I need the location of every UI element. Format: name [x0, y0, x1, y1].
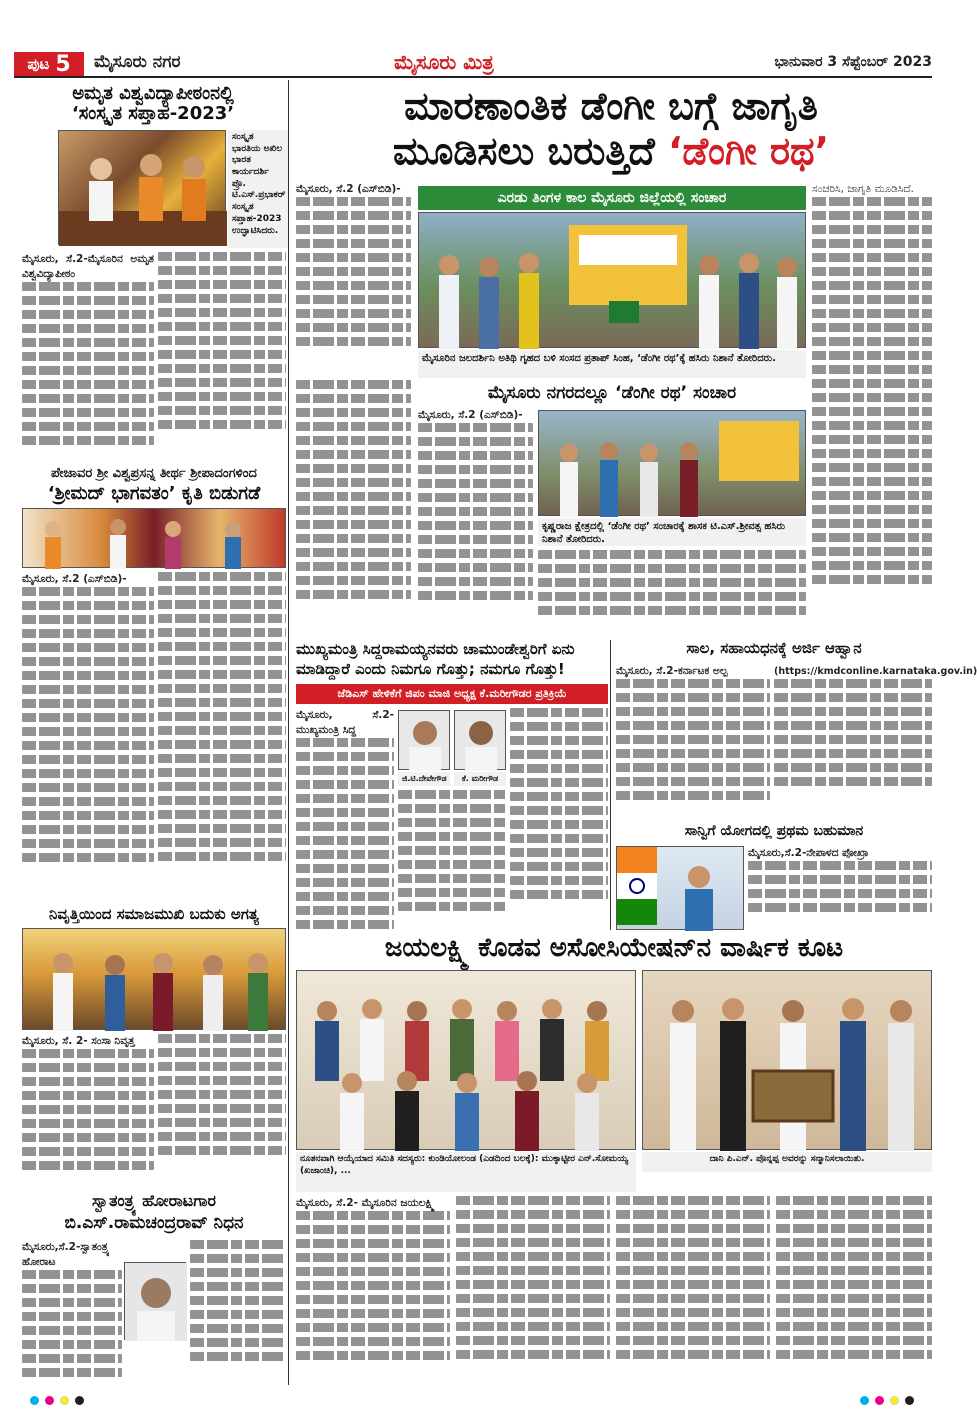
cm-photo-marigowda: [454, 710, 506, 770]
registration-dot: [75, 1396, 84, 1405]
yoga-photo: [616, 846, 744, 930]
lead-photo-caption: ಮೈಸೂರಿನ ಜಲದರ್ಶಿನಿ ಅತಿಥಿ ಗೃಹದ ಬಳಿ ಸಂಸದ ಪ್ರತಾಪ್ ಸಿಂಹ, ‘ಡೆಂಗೀ ರಥ’ಕ್ಕೆ ಹಸಿರು ನಿಶಾನೆ ತೋರಿದರು.: [418, 350, 806, 378]
masthead: [14, 48, 932, 78]
section-name: ಮೈಸೂರು ನಗರ: [94, 52, 181, 72]
registration-dot: [30, 1396, 39, 1405]
cm-body: [296, 708, 394, 930]
body-text-lines: [538, 550, 806, 615]
cm-headline-line1: ಮುಖ್ಯಮಂತ್ರಿ ಸಿದ್ದರಾಮಯ್ಯನವರು ಚಾಮುಂಡೇಶ್ವರಿಗೆ ಏನು: [296, 640, 575, 658]
body-text-lines: [296, 1211, 450, 1360]
cm-headline-line2: ಮಾಡಿದ್ದಾರೆ ಎಂದು ನಿಮಗೂ ಗೊತ್ತು; ನಮಗೂ ಗೊತ್ತು!: [296, 659, 565, 678]
body-text-lines: [22, 1270, 122, 1377]
social-headline: ನಿವೃತ್ತಿಯಿಂದ ಸಮಾಜಮುಖಿ ಬದುಕು ಅಗತ್ಯ: [49, 905, 259, 923]
bhagavatam-body-col2: [158, 572, 286, 890]
social-body-col2: [158, 1034, 286, 1184]
obituary-headline: ಬಿ.ಎಸ್.ರಾಮಚಂದ್ರರಾವ್ ನಿಧನ: [64, 1213, 244, 1233]
registration-dot: [890, 1396, 899, 1405]
registration-dot: [860, 1396, 869, 1405]
bhagavatam-photo: [22, 508, 286, 568]
kodava-body-col4: [776, 1196, 932, 1382]
kodava-caption-felicitation: ದಾನಿ ಪಿ.ಎನ್. ಪೊನ್ನಪ್ಪ ಅವರನ್ನು ಸನ್ಮಾನಿಸಲಾಯಿತು.: [642, 1152, 932, 1172]
publication-date: ಭಾನುವಾರ 3 ಸೆಪ್ಟೆಂಬರ್ 2023: [774, 54, 932, 70]
registration-marks-right: [860, 1396, 914, 1405]
headline-line: ‘ಸಂಸ್ಕೃತ ಸಪ್ತಾಹ-2023’: [71, 103, 235, 125]
page-label: ಪುಟ: [27, 55, 50, 73]
sanskrit-body-col2: [158, 252, 286, 462]
rath-city-headline: ಮೈಸೂರು ನಗರದಲ್ಲೂ ‘ಡೆಂಗೀ ರಥ’ ಸಂಚಾರ: [487, 383, 737, 403]
body-dateline: ಸಂಚರಿಸಿ, ಜಾಗೃತಿ ಮೂಡಿಸಿದೆ.: [812, 183, 914, 195]
lead-headline-line2-part1: ಮೂಡಿಸಲು ಬರುತ್ತಿದೆ: [392, 128, 668, 173]
social-photo-figures: [23, 929, 287, 1031]
portrait-figure: [455, 711, 507, 771]
registration-marks-left: [30, 1396, 84, 1405]
bhagavatam-body: [22, 572, 154, 890]
body-text-lines: [456, 1196, 610, 1359]
sanskrit-body: [22, 252, 154, 462]
rath-city-body: [418, 408, 533, 628]
social-body: [22, 1034, 154, 1184]
body-dateline: ಮೈಸೂರು, ಸೆ.2- ಮೈಸೂರಿನ ಜಯಲಕ್ಷ್ಮಿ: [296, 1197, 435, 1209]
loan-website: (https://kmdconline.karnataka.gov.in): [774, 666, 977, 677]
sanskrit-photo-caption: ಸಂಸ್ಕೃತ ಭಾರತಿಯ ಅಖಿಲ ಭಾರತ ಕಾರ್ಯದರ್ಶಿ ಪ್ರೊ. ಟಿ.ಎಸ್.ಪ್ರಭಾಕರ್ ಸಂಸ್ಕೃತ ಸಪ್ತಾಹ-2023 ಉದ್ಘಾಟಿಸಿದರು.: [228, 130, 288, 248]
body-text-lines: [812, 197, 932, 584]
sanskrit-headline: [22, 84, 284, 124]
body-text-lines: [158, 572, 286, 861]
sanskrit-photo-figures: [59, 131, 227, 246]
kodava-body-col2: [456, 1196, 610, 1382]
obituary-body-col2: [190, 1240, 286, 1380]
bhagavatam-kicker: ಪೇಜಾವರ ಶ್ರೀ ವಿಶ್ವಪ್ರಸನ್ನ ತೀರ್ಥ ಶ್ರೀಪಾದಂಗಳಿಂದ: [51, 466, 257, 481]
body-text-lines: [774, 679, 932, 786]
loan-body: [616, 664, 770, 814]
lead-headline-line2: [296, 129, 926, 174]
rath-city-photo: [538, 410, 806, 516]
body-dateline: ಮೈಸೂರು,ಸೆ.2-ಸ್ವಾತಂತ್ರ್ಯ ಹೋರಾಟ: [22, 1241, 110, 1269]
bhagavatam-headline: ‘ಶ್ರೀಮದ್ ಭಾಗವತಂ’ ಕೃತಿ ಬಿಡುಗಡೆ: [47, 483, 261, 504]
body-dateline: ಮೈಸೂರು, ಸೆ.2-ಮೈಸೂರಿನ ಅಮೃತ ವಿಶ್ವವಿದ್ಯಾಪೀಠಂ: [22, 253, 154, 281]
obituary-kicker: ಸ್ವಾತಂತ್ರ್ಯ ಹೋರಾಟಗಾರ: [91, 1191, 216, 1210]
body-dateline: ಮೈಸೂರು, ಸೆ. 2- ಸಂಸಾ ನಿವೃತ್ತ: [22, 1035, 135, 1047]
rath-city-photo-caption: ಕೃಷ್ಣರಾಜ ಕ್ಷೇತ್ರದಲ್ಲಿ ‘ಡೆಂಗೀ ರಥ’ ಸಂಚಾರಕ್ಕೆ ಶಾಸಕ ಟಿ.ಎಸ್.ಶ್ರೀವತ್ಸ ಹಸಿರು ನಿಶಾನೆ ತೋರಿದರು.: [538, 518, 806, 546]
obituary-body: [22, 1240, 122, 1380]
lead-headline-line1: ಮಾರಣಾಂತಿಕ ಡೆಂಗೀ ಬಗ್ಗೆ ಜಾಗೃತಿ: [404, 84, 818, 128]
body-text-lines: [22, 282, 154, 445]
kodava-body-col3: [616, 1196, 770, 1382]
lead-body-lower: [296, 380, 411, 630]
kodava-body: [296, 1196, 450, 1382]
body-text-lines: [296, 197, 411, 346]
social-photo: [22, 928, 286, 1030]
registration-dot: [905, 1396, 914, 1405]
registration-dot: [60, 1396, 69, 1405]
lead-headline-highlight: ‘ಡೆಂಗೀ ರಥ’: [667, 128, 830, 173]
body-text-lines: [296, 738, 394, 929]
body-text-lines: [510, 708, 608, 899]
body-dateline: ಮೈಸೂರು, ಸೆ.2 (ಎಸ್‌ಬಿಡಿ)-: [418, 409, 523, 421]
kodava-photo-group: [296, 970, 636, 1150]
body-text-lines: [190, 1240, 286, 1361]
body-dateline: ಮೈಸೂರು,ಸೆ.2-ನೇಪಾಳದ ಪೋಖ್ರಾ: [748, 847, 869, 859]
loan-body-col2: [774, 664, 977, 814]
body-dateline: ಮೈಸೂರು, ಸೆ.2-ಕರ್ನಾಟಕ ಅಲ್ಪ: [616, 665, 728, 677]
rath-city-body-lower: [538, 550, 806, 630]
headline-line: ಅಮೃತ ವಿಶ್ವವಿದ್ಯಾಪೀಠಂನಲ್ಲಿ: [72, 83, 234, 104]
yoga-headline: ಸಾನ್ವಿಗೆ ಯೋಗದಲ್ಲಿ ಪ್ರಥಮ ಬಹುಮಾನ: [684, 823, 864, 839]
cm-photo1-name: ಜಿ.ಟಿ.ದೇವೇಗೌಡ: [398, 772, 450, 786]
lead-photo: [418, 212, 806, 348]
kodava-photo-felicitation: [642, 970, 932, 1150]
body-text-lines: [22, 1049, 154, 1170]
column-rule: [610, 640, 611, 930]
cm-body-col2: [398, 790, 506, 930]
body-text-lines: [22, 587, 154, 862]
cm-photo2-name: ಕೆ. ಮರೀಗೌಡ: [454, 772, 506, 786]
body-text-lines: [158, 252, 286, 429]
body-text-lines: [616, 679, 770, 800]
kodava-caption-group: ನೂತನವಾಗಿ ಆಯ್ಕೆಯಾದ ಸಮಿತಿ ಸದಸ್ಯರು: ಕುಂಡಿಯೋಲಂಡ (ಎಡದಿಂದ ಬಲಕ್ಕೆ): ಮುಕ್ಕಾಟ್ಟೀರ ಎನ್.ಸೋಮಯ್ಯ (ಖಜಾಂಚಿ), ...: [296, 1152, 636, 1192]
cm-headline: [296, 640, 608, 679]
cm-photo-gtd: [398, 710, 450, 770]
page-number-badge: [14, 52, 84, 76]
portrait-figure: [399, 711, 451, 771]
kodava-group-figures: [297, 971, 637, 1151]
lead-body-col3: [812, 182, 932, 622]
body-text-lines: [616, 1196, 770, 1359]
lead-headline: [296, 84, 926, 174]
page-number: 5: [55, 51, 71, 77]
obituary-portrait: [124, 1262, 186, 1340]
kodava-felicitation-figures: [643, 971, 933, 1151]
bhagavatam-photo-figures: [23, 509, 287, 569]
body-dateline: ಮೈಸೂರು, ಸೆ.2 (ಎಸ್‌ಬಿಡಿ)-: [22, 573, 127, 585]
registration-dot: [45, 1396, 54, 1405]
yoga-body: [748, 846, 932, 930]
body-text-lines: [776, 1196, 932, 1359]
body-text-lines: [748, 861, 932, 912]
lead-body-col1: [296, 182, 411, 374]
loan-headline: ಸಾಲ, ಸಹಾಯಧನಕ್ಕೆ ಅರ್ಜಿ ಆಹ್ವಾನ: [686, 639, 862, 657]
lead-photo-figures: [419, 213, 807, 349]
yoga-photo-figures: [617, 847, 745, 931]
cm-body-col3: [510, 708, 608, 930]
column-rule: [288, 80, 289, 1385]
kodava-headline: ಜಯಲಕ್ಷ್ಮಿ ಕೊಡವ ಅಸೋಸಿಯೇಷನ್‌ನ ವಾರ್ಷಿಕ ಕೂಟ: [384, 933, 844, 963]
cm-subhead: ಜೆಡಿಎಸ್ ಹೇಳಿಕೆಗೆ ಜಿಪಂ ಮಾಜಿ ಅಧ್ಯಕ್ಷ ಕೆ.ಮರೀಗೌಡರ ಪ್ರತಿಕ್ರಿಯೆ: [296, 684, 608, 704]
sanskrit-photo: [58, 130, 226, 245]
obituary-portrait-figure: [125, 1263, 187, 1341]
registration-dot: [875, 1396, 884, 1405]
lead-subhead: ಎರಡು ತಿಂಗಳ ಕಾಲ ಮೈಸೂರು ಜಿಲ್ಲೆಯಲ್ಲಿ ಸಂಚಾರ: [418, 186, 806, 210]
body-text-lines: [158, 1034, 286, 1155]
body-text-lines: [418, 423, 533, 600]
rath-city-photo-figures: [539, 411, 807, 517]
body-dateline: ಮೈಸೂರು, ಸೆ.2-ಮುಖ್ಯಮಂತ್ರಿ ಸಿದ್ದ: [296, 709, 394, 737]
body-dateline: ಮೈಸೂರು, ಸೆ.2 (ಎಸ್‌ಬಿಡಿ)-: [296, 183, 401, 195]
paper-name: ಮೈಸೂರು ಮಿತ್ರ: [394, 50, 494, 74]
body-text-lines: [296, 380, 411, 599]
body-text-lines: [398, 790, 506, 911]
